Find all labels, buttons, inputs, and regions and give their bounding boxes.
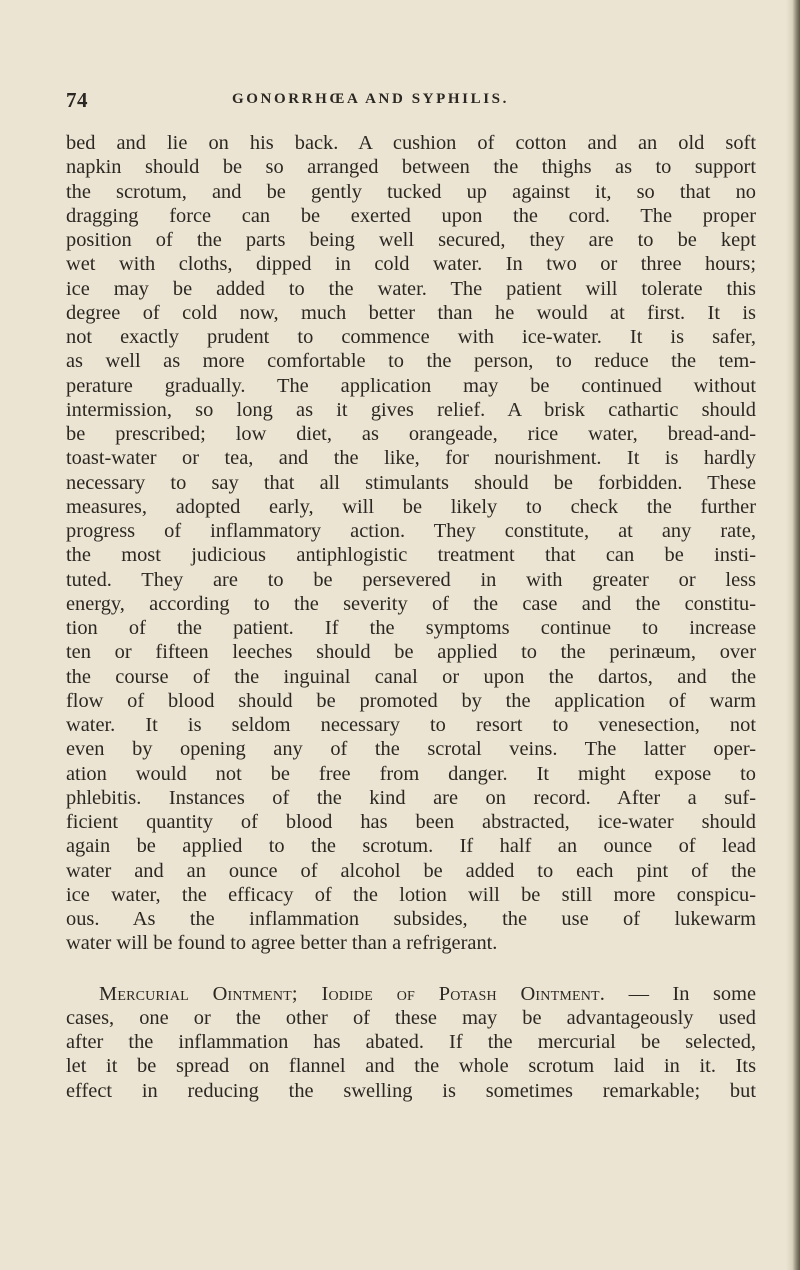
text-line: position of the parts being well secured, they are to be kept xyxy=(66,229,756,251)
text-line: intermission, so long as it gives relief. A brisk cathartic should xyxy=(66,398,756,421)
paragraph-gap xyxy=(66,956,756,982)
text-line: after the inflammation has abated. If the mercurial be selected, xyxy=(66,1031,756,1053)
page-number: 74 xyxy=(66,88,88,112)
text-line: water and an ounce of alcohol be added to each pint of the xyxy=(66,859,756,882)
text-line: be prescribed; low diet, as orangeade, rice water, bread-and- xyxy=(66,423,756,445)
text-line: ice water, the efficacy of the lotion will be still more conspicu- xyxy=(66,883,756,906)
text-line: ous. As the inflammation subsides, the use of lukewarm xyxy=(66,908,756,930)
text-line: cases, one or the other of these may be advantageously used xyxy=(66,1006,756,1029)
text-line: tion of the patient. If the symptoms continue to increase xyxy=(66,617,756,639)
text-line: the scrotum, and be gently tucked up against it, so that no xyxy=(66,180,756,203)
running-title: GONORRHŒA AND SYPHILIS. xyxy=(232,91,509,107)
text-line: bed and lie on his back. A cushion of cotton and an old soft xyxy=(66,132,756,154)
text-line: not exactly prudent to commence with ice-water. It is safer, xyxy=(66,326,756,348)
section-heading-line xyxy=(66,982,756,1006)
text-line: again be applied to the scrotum. If half an ounce of lead xyxy=(66,835,756,858)
text-line: the course of the inguinal canal or upon the dartos, and the xyxy=(66,665,756,688)
text-line: let it be spread on flannel and the whole scrotum laid in it. Its xyxy=(66,1055,756,1078)
text-line: even by opening any of the scrotal veins. The latter oper- xyxy=(66,738,756,761)
text-line: as well as more comfortable to the person, to reduce the tem- xyxy=(66,350,756,373)
page-edge-shadow xyxy=(786,0,800,1270)
heading-continuation: — In some xyxy=(605,982,757,1005)
running-head xyxy=(66,88,756,118)
text-line: tuted. They are to be persevered in with greater or less xyxy=(66,568,756,591)
text-line: ficient quantity of blood has been abstracted, ice-water should xyxy=(66,811,756,833)
text-line: flow of blood should be promoted by the application of warm xyxy=(66,689,756,712)
text-line: perature gradually. The application may be continued without xyxy=(66,374,756,397)
body-text xyxy=(66,131,756,1103)
text-line: water. It is seldom necessary to resort to venesection, not xyxy=(66,714,756,736)
section-heading: Mercurial Ointment; Iodide of Potash Ointment. xyxy=(99,982,606,1005)
text-line: wet with cloths, dipped in cold water. In two or three hours; xyxy=(66,253,756,276)
paragraph-treatment xyxy=(66,131,756,956)
text-line: effect in reducing the swelling is sometimes remarkable; but xyxy=(66,1079,756,1102)
text-line: ation would not be free from danger. It might expose to xyxy=(66,762,756,785)
text-line: degree of cold now, much better than he would at first. It is xyxy=(66,301,756,324)
text-line: ice may be added to the water. The patient will tolerate this xyxy=(66,277,756,300)
text-line: toast-water or tea, and the like, for nourishment. It is hardly xyxy=(66,447,756,470)
text-line: the most judicious antiphlogistic treatment that can be insti- xyxy=(66,544,756,567)
text-line: measures, adopted early, will be likely to check the further xyxy=(66,495,756,518)
text-line: phlebitis. Instances of the kind are on record. After a suf- xyxy=(66,786,756,809)
paragraph-ointment xyxy=(66,982,756,1103)
text-line: dragging force can be exerted upon the cord. The proper xyxy=(66,204,756,227)
text-line: water will be found to agree better than a refrigerant. xyxy=(66,932,498,955)
text-line: napkin should be so arranged between the thighs as to support xyxy=(66,156,756,179)
text-line: progress of inflammatory action. They constitute, at any rate, xyxy=(66,520,756,542)
text-line: ten or fifteen leeches should be applied to the perinæum, over xyxy=(66,641,756,664)
text-line: energy, according to the severity of the case and the constitu- xyxy=(66,592,756,615)
text-line: necessary to say that all stimulants should be forbidden. These xyxy=(66,471,756,494)
